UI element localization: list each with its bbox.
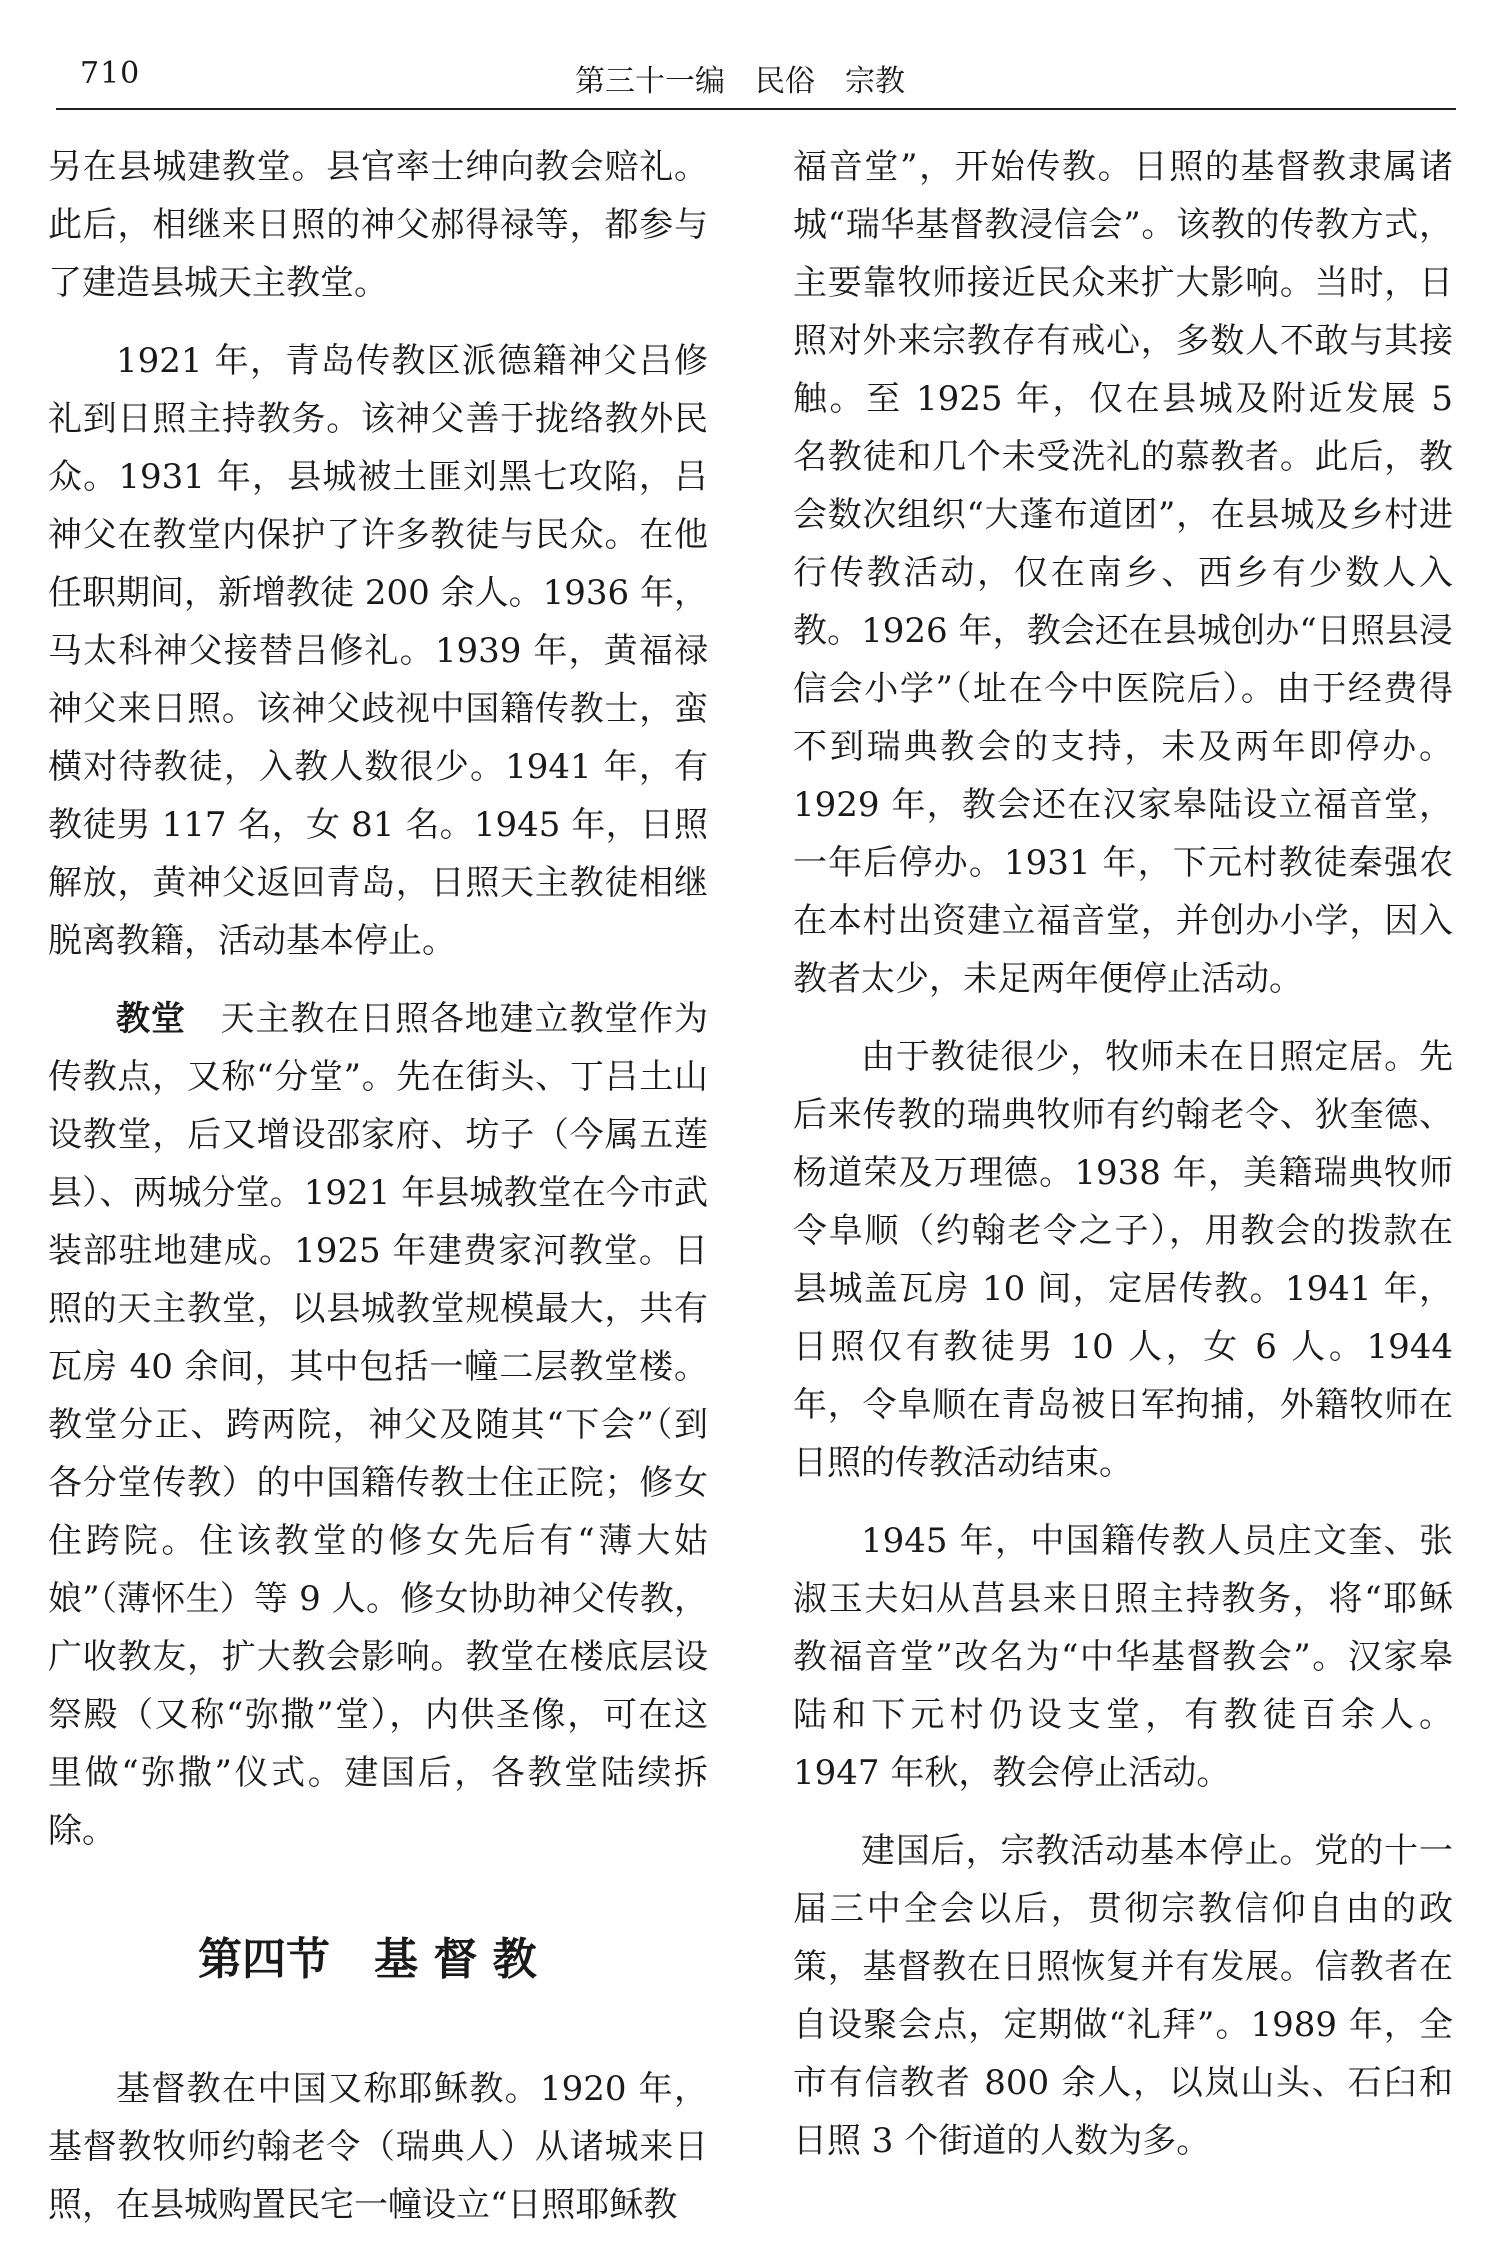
- page-header: [0, 0, 1500, 112]
- page-number: 710: [80, 56, 141, 91]
- section-heading: 第四节 基 督 教: [198, 1934, 537, 1985]
- left-paragraph-2: 1921 年，青岛传教区派德籍神父吕修礼到日照主持教务。该神父善于拢络教外民众。1931 年，县城被土匪刘黑七攻陷，吕神父在教堂内保护了许多教徒与民众。在他任职期间，新增教徒 200 余人。1936 年，马太科神父接替吕修礼。1939 年，黄福禄神父来日照。该神父歧视中国籍传教士，蛮横对待教徒，入教人数很少。1941 年，有教徒男 117 名，女 81 名。1945 年，日照解放，黄神父返回青岛，日照天主教徒相继脱离教籍，活动基本停止。: [48, 341, 708, 961]
- right-column: [793, 138, 1453, 2190]
- right-paragraph-4: 建国后，宗教活动基本停止。党的十一届三中全会以后，贯彻宗教信仰自由的政策，基督教在日照恢复并有发展。信教者在自设聚会点，定期做“礼拜”。1989 年，全市有信教者 800 余人，以岚山头、石臼和日照 3 个街道的人数为多。: [793, 1831, 1453, 2161]
- term-church: 教堂: [116, 999, 186, 1039]
- right-paragraph-3: 1945 年，中国籍传教人员庄文奎、张淑玉夫妇从莒县来日照主持教务，将“耶稣教福音堂”改名为“中华基督教会”。汉家皋陆和下元村仍设支堂，有教徒百余人。1947 年秋，教会停止活动。: [793, 1521, 1453, 1793]
- left-column: [48, 138, 708, 2254]
- left-paragraph-3: [48, 990, 708, 1860]
- header-rule: [56, 108, 1456, 110]
- right-paragraph-1: 福音堂”，开始传教。日照的基督教隶属诸城“瑞华基督教浸信会”。该教的传教方式，主要靠牧师接近民众来扩大影响。当时，日照对外来宗教存有戒心，多数人不敢与其接触。至 1925 年，仅在县城及附近发展 5 名教徒和几个未受洗礼的慕教者。此后，教会数次组织“大蓬布道团”，在县城及乡村进行传教活动，仅在南乡、西乡有少数人入教。1926 年，教会还在县城创办“日照县浸信会小学”（址在今中医院后）。由于经费得不到瑞典教会的支持，未及两年即停办。1929 年，教会还在汉家皋陆设立福音堂，一年后停办。1931 年，下元村教徒秦强农在本村出资建立福音堂，并创办小学，因入教者太少，未足两年便停止活动。: [793, 147, 1453, 999]
- left-paragraph-1: 另在县城建教堂。县官率士绅向教会赔礼。此后，相继来日照的神父郝得禄等，都参与了建造县城天主教堂。: [48, 147, 708, 303]
- running-title: 第三十一编 民俗 宗教: [575, 64, 905, 99]
- left-paragraph-3-body: 天主教在日照各地建立教堂作为传教点，又称“分堂”。先在街头、丁吕土山设教堂，后又增设邵家府、坊子（今属五莲县）、两城分堂。1921 年县城教堂在今市武装部驻地建成。1925 年建费家河教堂。日照的天主教堂，以县城教堂规模最大，共有瓦房 40 余间，其中包括一幢二层教堂楼。教堂分正、跨两院，神父及随其“下会”（到各分堂传教）的中国籍传教士住正院；修女住跨院。住该教堂的修女先后有“薄大姑娘”（薄怀生）等 9 人。修女协助神父传教，广收教友，扩大教会影响。教堂在楼底层设祭殿（又称“弥撒”堂），内供圣像，可在这里做“弥撒”仪式。建国后，各教堂陆续拆除。: [48, 999, 708, 1851]
- right-paragraph-2: 由于教徒很少，牧师未在日照定居。先后来传教的瑞典牧师有约翰老令、狄奎德、杨道荣及万理德。1938 年，美籍瑞典牧师令阜顺（约翰老令之子），用教会的拨款在县城盖瓦房 10 间，定居传教。1941 年，日照仅有教徒男 10 人，女 6 人。1944 年，令阜顺在青岛被日军拘捕，外籍牧师在日照的传教活动结束。: [793, 1037, 1453, 1483]
- left-paragraph-4: 基督教在中国又称耶稣教。1920 年，基督教牧师约翰老令（瑞典人）从诸城来日照，在县城购置民宅一幢设立“日照耶稣教: [48, 2069, 708, 2225]
